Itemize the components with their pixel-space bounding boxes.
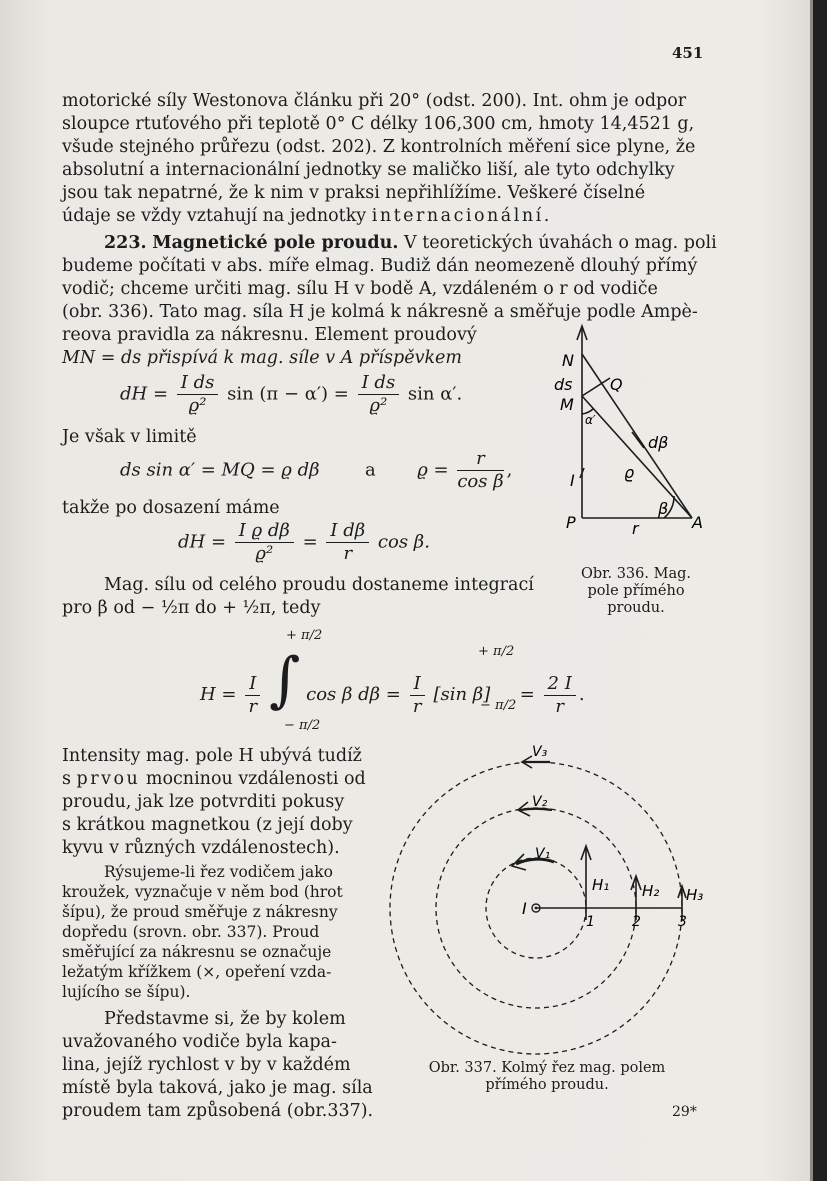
para1-line-2: sloupce rtuťového při teplotě 0° C délky 106,300 cm, hmoty 14,4521 g,	[62, 114, 695, 134]
fig336-label-beta: β	[658, 499, 669, 518]
fig337-label-I: I	[522, 899, 527, 918]
eq2-rho: ϱ =	[417, 459, 449, 481]
para4-line-4: místě byla taková, jako je mag. síla	[62, 1078, 373, 1098]
eq2-frac-den: cos β	[457, 471, 504, 492]
eq1-frac-1-den: ϱ²	[188, 395, 207, 416]
fig337-label-v3: V₃	[532, 744, 548, 760]
eq1-end: sin α′.	[407, 383, 463, 405]
fig336-label-dbeta: dβ	[648, 433, 669, 452]
eq3-frac-1	[235, 520, 294, 565]
para3-line-3: šípu), že proud směřuje z nákresny	[62, 903, 338, 921]
equation-4	[200, 645, 585, 718]
figure-337-diagram	[378, 740, 708, 1060]
para1-line-6	[62, 205, 552, 227]
fig337-label-H1: H₁	[592, 876, 610, 894]
para3-line-1: Rýsujeme-li řez vodičem jako	[104, 863, 333, 881]
eq4-bracket: [sin β]	[433, 684, 491, 705]
para2-line-1: Intensity mag. pole H ubývá tudíž	[62, 746, 362, 766]
para1-spaced-word: internacionální.	[371, 206, 552, 226]
figure-336-diagram	[540, 318, 720, 558]
para3-line-2: kroužek, vyznačuje v něm bod (hrot	[62, 883, 343, 901]
bracket-upper-limit: + π/2	[478, 644, 515, 659]
eq3-lhs: dH =	[178, 531, 227, 553]
section-line-6: MN = ds přispívá k mag. síle v A příspěvkem	[62, 348, 463, 368]
eq2-frac	[457, 448, 503, 493]
eq3-frac-2	[326, 520, 369, 565]
integral-lower-limit: − π/2	[284, 718, 321, 733]
para1-line-3: všude stejného průřezu (odst. 202). Z kontrolních měření sice plyne, že	[62, 137, 696, 157]
eq4-frac-3-den: r	[555, 695, 564, 717]
fig336-label-P: P	[566, 513, 576, 532]
fig337-conductor-dot	[535, 907, 538, 910]
footer-signature-mark: 29*	[672, 1104, 697, 1120]
fig336-label-A: A	[692, 513, 703, 532]
fig337-label-H3: H₃	[686, 886, 704, 904]
para1-line-6a: údaje se vždy vztahují na jednotky	[62, 206, 372, 226]
fig336-line-na	[582, 354, 692, 518]
para1-line-5: jsou tak nepatrné, že k nim v praksi nepřihlížíme. Veškeré číselné	[62, 183, 646, 203]
figure-337-caption	[392, 1060, 702, 1094]
para3-line-7: lujícího se šípu).	[62, 983, 191, 1001]
fig337-caption-line-1: Obr. 337. Kolmý řez mag. polem	[428, 1060, 666, 1076]
fig337-label-v2: V₂	[532, 794, 548, 810]
eq4-frac-2-num: I	[410, 673, 425, 696]
fig336-label-alpha: α′	[585, 413, 596, 427]
fig337-label-H2: H₂	[642, 882, 660, 900]
para4-line-3: lina, jejíž rychlost v by v každém	[62, 1055, 351, 1075]
integration-line-2: pro β od − ½π do + ½π, tedy	[62, 598, 321, 618]
equation-2	[120, 448, 512, 493]
para2-line-2a: s	[62, 769, 77, 789]
para3-line-4: dopředu (srovn. obr. 337). Proud	[62, 923, 320, 941]
section-number: 223.	[104, 233, 147, 253]
figure-336-caption: Obr. 336. Mag. pole přímého proudu.	[580, 566, 691, 616]
fig336-label-I: I	[570, 471, 575, 490]
bracket-lower-limit: − π/2	[480, 698, 517, 713]
para4-line-5: proudem tam způsobená (obr.337).	[62, 1101, 374, 1121]
fig336-dbeta-mark	[632, 432, 644, 448]
page-number: 451	[672, 44, 704, 62]
fig336-label-N: N	[562, 351, 574, 370]
eq1-frac-2	[358, 372, 400, 417]
eq3-end: cos β.	[377, 531, 430, 553]
eq1-frac-2-num: I ds	[358, 372, 400, 395]
section-line-4: (obr. 336). Tato mag. síla H je kolmá k nákresně a směřuje podle Ampè-	[62, 302, 698, 322]
eq3-frac-1-num: I ϱ dβ	[235, 520, 294, 543]
para3-line-5: směřující za nákresnu se označuje	[62, 943, 332, 961]
eq1-frac-1	[177, 372, 219, 417]
eq3-equals: =	[302, 531, 318, 553]
eq4-frac-3-num: 2 I	[544, 673, 576, 696]
eq4-frac-2-den: r	[412, 695, 422, 717]
para1-line-1: motorické síly Westonova článku při 20° (odst. 200). Int. ohm je odpor	[62, 91, 687, 111]
eq4-dot: .	[578, 684, 585, 705]
eq1-frac-2-den: ϱ²	[369, 395, 388, 416]
after-text: takže po dosazení máme	[62, 498, 280, 518]
fig337-label-3: 3	[678, 914, 687, 930]
eq4-frac-3	[544, 673, 576, 718]
para2-line-3: proudu, jak lze potvrditi pokusy	[62, 792, 345, 812]
fig336-line-ma	[582, 396, 692, 518]
fig337-label-1: 1	[586, 914, 595, 930]
para3-line-6: ležatým křížkem (×, opeření vzda-	[62, 963, 332, 981]
eq1-middle: sin (π − α′) =	[227, 383, 349, 405]
eq3-frac-2-den: r	[343, 543, 353, 564]
eq4-frac-2	[410, 673, 425, 718]
fig336-label-ds: ds	[554, 375, 573, 394]
eq4-frac-1-den: r	[248, 695, 258, 717]
fig336-label-Q: Q	[610, 375, 623, 394]
section-line-5: reova pravidla za nákresnu. Element proudový	[62, 325, 477, 345]
integral-upper-limit: + π/2	[286, 628, 323, 643]
eq3-frac-1-den: ϱ²	[255, 543, 274, 564]
eq1-frac-1-num: I ds	[177, 372, 219, 395]
section-line-1: V teoretických úvahách o mag. poli	[398, 233, 717, 253]
fig336-label-M: M	[560, 395, 574, 414]
eq1-lhs: dH =	[120, 383, 169, 405]
integral-sign: ∫	[269, 645, 301, 715]
fig337-caption-line-2: přímého proudu.	[485, 1077, 609, 1093]
limit-text: Je však v limitě	[62, 427, 197, 447]
book-edge	[813, 0, 827, 1181]
para4-line-1: Představme si, že by kolem	[104, 1009, 346, 1029]
eq4-integrand: cos β dβ =	[306, 684, 401, 705]
section-heading-line	[104, 232, 717, 254]
eq2-left: ds sin α′ = MQ = ϱ dβ	[120, 459, 320, 481]
para2-line-5: kyvu v různých vzdálenostech).	[62, 838, 340, 858]
section-title: Magnetické pole proudu.	[152, 233, 399, 253]
equation-3	[178, 520, 430, 565]
eq4-frac-1-num: I	[245, 673, 260, 696]
eq2-and: a	[364, 459, 376, 481]
equation-1	[120, 372, 462, 417]
fig337-label-2: 2	[632, 914, 641, 930]
eq4-equals: =	[519, 684, 535, 705]
section-line-3: vodič; chceme určiti mag. sílu H v bodě A, vzdáleném o r od vodiče	[62, 279, 658, 299]
eq4-frac-1	[245, 673, 260, 718]
eq2-frac-num: r	[457, 448, 503, 471]
integration-line-1: Mag. sílu od celého proudu dostaneme integrací	[104, 575, 534, 595]
para2-spaced-word: prvou	[76, 769, 141, 789]
eq3-frac-2-num: I dβ	[326, 520, 369, 543]
para2-line-4: s krátkou magnetkou (z její doby	[62, 815, 353, 835]
fig336-line-mq	[582, 378, 610, 396]
eq2-comma: ,	[506, 459, 513, 481]
eq4-lhs: H =	[200, 684, 237, 705]
para1-line-4: absolutní a internacionální jednotky se maličko liší, ale tyto odchylky	[62, 160, 675, 180]
para4-line-2: uvažovaného vodiče byla kapa-	[62, 1032, 337, 1052]
para2-line-2	[62, 768, 366, 790]
section-line-2: budeme počítati v abs. míře elmag. Budiž dán neomezeně dlouhý přímý	[62, 256, 698, 276]
fig337-label-v1: V₁	[535, 846, 551, 862]
para2-line-2c: mocninou vzdálenosti od	[140, 769, 366, 789]
fig336-label-r: r	[632, 519, 639, 538]
fig336-label-rho: ϱ	[624, 463, 635, 482]
